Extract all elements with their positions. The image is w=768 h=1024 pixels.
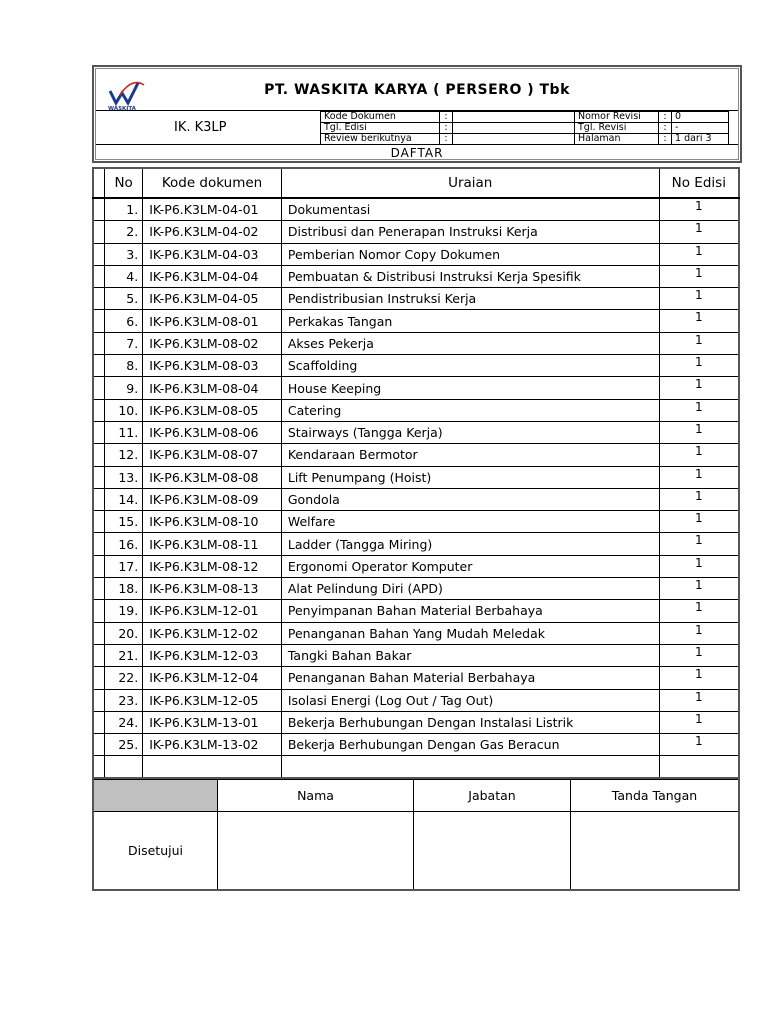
row-number: 18. — [105, 578, 143, 600]
row-document-code: IK-P6.K3LM-12-01 — [143, 600, 282, 622]
spacer-cell — [93, 533, 105, 555]
meta-label: Tgl. Edisi — [321, 123, 440, 134]
meta-row — [321, 123, 729, 134]
table-row — [93, 488, 739, 510]
row-edition: 1 — [659, 288, 739, 310]
spacer-cell — [93, 578, 105, 600]
approval-signature-cell[interactable] — [571, 812, 740, 891]
row-number: 20. — [105, 622, 143, 644]
row-description: Dokumentasi — [281, 198, 659, 221]
empty-cell — [659, 756, 739, 779]
spacer-cell — [93, 332, 105, 354]
row-number: 13. — [105, 466, 143, 488]
spacer-cell — [93, 355, 105, 377]
empty-cell — [143, 756, 282, 779]
meta-sep: : — [440, 123, 453, 134]
row-document-code: IK-P6.K3LM-08-04 — [143, 377, 282, 399]
row-number: 25. — [105, 734, 143, 756]
meta-sep: : — [440, 134, 453, 145]
table-row — [93, 622, 739, 644]
row-edition: 1 — [659, 555, 739, 577]
meta-row — [321, 112, 729, 123]
table-row — [93, 444, 739, 466]
row-number: 21. — [105, 644, 143, 666]
row-edition: 1 — [659, 533, 739, 555]
meta-value: 1 dari 3 — [672, 134, 729, 145]
row-number: 24. — [105, 711, 143, 733]
row-description: Bekerja Berhubungan Dengan Instalasi Listrik — [281, 711, 659, 733]
meta-label: Tgl. Revisi — [575, 123, 659, 134]
row-document-code: IK-P6.K3LM-08-06 — [143, 421, 282, 443]
document-title: DAFTAR — [390, 146, 444, 160]
row-edition: 1 — [659, 578, 739, 600]
row-edition: 1 — [659, 399, 739, 421]
row-document-code: IK-P6.K3LM-08-13 — [143, 578, 282, 600]
row-description: Distribusi dan Penerapan Instruksi Kerja — [281, 221, 659, 243]
row-edition: 1 — [659, 377, 739, 399]
row-description: Scaffolding — [281, 355, 659, 377]
row-document-code: IK-P6.K3LM-04-03 — [143, 243, 282, 265]
row-description: Kendaraan Bermotor — [281, 444, 659, 466]
table-row — [93, 578, 739, 600]
row-edition: 1 — [659, 711, 739, 733]
table-row — [93, 421, 739, 443]
spacer-cell — [93, 734, 105, 756]
meta-label: Nomor Revisi — [575, 112, 659, 123]
empty-cell — [93, 756, 105, 779]
row-description: Bekerja Berhubungan Dengan Gas Beracun — [281, 734, 659, 756]
table-row — [93, 221, 739, 243]
spacer-cell — [93, 421, 105, 443]
row-edition: 1 — [659, 265, 739, 287]
table-row — [93, 198, 739, 221]
empty-cell — [105, 756, 143, 779]
row-description: Pendistribusian Instruksi Kerja — [281, 288, 659, 310]
table-row — [93, 332, 739, 354]
row-document-code: IK-P6.K3LM-08-11 — [143, 533, 282, 555]
approval-nama-cell[interactable] — [218, 812, 414, 891]
header-nama: Nama — [218, 780, 414, 812]
table-row — [93, 734, 739, 756]
document-header — [92, 65, 742, 163]
approval-corner-cell — [93, 780, 218, 812]
row-edition: 1 — [659, 332, 739, 354]
approval-table — [92, 779, 740, 891]
spacer-cell — [93, 399, 105, 421]
spacer-cell — [93, 243, 105, 265]
spacer-cell — [93, 265, 105, 287]
header-uraian: Uraian — [281, 168, 659, 198]
company-name: PT. WASKITA KARYA ( PERSERO ) Tbk — [264, 82, 570, 98]
row-number: 5. — [105, 288, 143, 310]
meta-table — [320, 111, 729, 145]
row-edition: 1 — [659, 644, 739, 666]
row-edition: 1 — [659, 355, 739, 377]
row-document-code: IK-P6.K3LM-13-02 — [143, 734, 282, 756]
spacer-cell — [93, 600, 105, 622]
row-number: 14. — [105, 488, 143, 510]
spacer-cell — [93, 667, 105, 689]
header-kode: Kode dokumen — [143, 168, 282, 198]
row-document-code: IK-P6.K3LM-12-05 — [143, 689, 282, 711]
meta-label: Kode Dokumen — [321, 112, 440, 123]
row-document-code: IK-P6.K3LM-04-02 — [143, 221, 282, 243]
row-description: Akses Pekerja — [281, 332, 659, 354]
meta-sep: : — [440, 112, 453, 123]
table-row — [93, 265, 739, 287]
document — [92, 65, 740, 891]
approval-header-row — [93, 780, 739, 812]
table-row — [93, 555, 739, 577]
meta-value — [453, 134, 575, 145]
row-document-code: IK-P6.K3LM-12-02 — [143, 622, 282, 644]
row-description: Welfare — [281, 511, 659, 533]
row-number: 22. — [105, 667, 143, 689]
approval-row — [93, 812, 739, 891]
meta-value: - — [672, 123, 729, 134]
row-edition: 1 — [659, 198, 739, 221]
row-description: Perkakas Tangan — [281, 310, 659, 332]
table-row — [93, 600, 739, 622]
meta-sep: : — [659, 112, 672, 123]
row-description: Pemberian Nomor Copy Dokumen — [281, 243, 659, 265]
table-row — [93, 399, 739, 421]
row-document-code: IK-P6.K3LM-08-03 — [143, 355, 282, 377]
document-list-table — [92, 167, 740, 779]
header-edisi: No Edisi — [659, 168, 739, 198]
row-number: 23. — [105, 689, 143, 711]
table-header-row — [93, 168, 739, 198]
row-description: Ergonomi Operator Komputer — [281, 555, 659, 577]
meta-value: 0 — [672, 112, 729, 123]
doc-code: IK. K3LP — [174, 120, 227, 135]
row-document-code: IK-P6.K3LM-13-01 — [143, 711, 282, 733]
table-row — [93, 711, 739, 733]
row-number: 1. — [105, 198, 143, 221]
meta-value — [453, 123, 575, 134]
row-edition: 1 — [659, 600, 739, 622]
row-edition: 1 — [659, 444, 739, 466]
table-row — [93, 243, 739, 265]
meta-label: Review berikutnya — [321, 134, 440, 145]
row-edition: 1 — [659, 243, 739, 265]
table-row-empty — [93, 756, 739, 779]
spacer-cell — [93, 444, 105, 466]
row-number: 10. — [105, 399, 143, 421]
row-document-code: IK-P6.K3LM-08-12 — [143, 555, 282, 577]
spacer-cell — [93, 221, 105, 243]
table-row — [93, 644, 739, 666]
spacer-cell — [93, 622, 105, 644]
spacer-cell — [93, 310, 105, 332]
row-description: Pembuatan & Distribusi Instruksi Kerja Spesifik — [281, 265, 659, 287]
table-row — [93, 355, 739, 377]
spacer-cell — [93, 555, 105, 577]
row-document-code: IK-P6.K3LM-08-01 — [143, 310, 282, 332]
row-description: Penanganan Bahan Yang Mudah Meledak — [281, 622, 659, 644]
spacer-cell — [93, 711, 105, 733]
row-description: Alat Pelindung Diri (APD) — [281, 578, 659, 600]
table-row — [93, 288, 739, 310]
row-document-code: IK-P6.K3LM-04-05 — [143, 288, 282, 310]
row-number: 9. — [105, 377, 143, 399]
row-number: 8. — [105, 355, 143, 377]
row-edition: 1 — [659, 466, 739, 488]
row-number: 6. — [105, 310, 143, 332]
row-number: 17. — [105, 555, 143, 577]
meta-value — [453, 112, 575, 123]
spacer-cell — [93, 168, 105, 198]
row-number: 15. — [105, 511, 143, 533]
row-edition: 1 — [659, 421, 739, 443]
row-document-code: IK-P6.K3LM-08-10 — [143, 511, 282, 533]
row-document-code: IK-P6.K3LM-12-03 — [143, 644, 282, 666]
header-divider — [96, 144, 738, 145]
row-edition: 1 — [659, 488, 739, 510]
table-row — [93, 689, 739, 711]
row-document-code: IK-P6.K3LM-08-02 — [143, 332, 282, 354]
row-edition: 1 — [659, 511, 739, 533]
row-document-code: IK-P6.K3LM-08-08 — [143, 466, 282, 488]
approval-jabatan-cell[interactable] — [414, 812, 571, 891]
row-edition: 1 — [659, 221, 739, 243]
row-document-code: IK-P6.K3LM-12-04 — [143, 667, 282, 689]
meta-sep: : — [659, 123, 672, 134]
table-row — [93, 377, 739, 399]
row-number: 4. — [105, 265, 143, 287]
spacer-cell — [93, 689, 105, 711]
spacer-cell — [93, 644, 105, 666]
header-no: No — [105, 168, 143, 198]
row-edition: 1 — [659, 734, 739, 756]
table-row — [93, 466, 739, 488]
row-description: Lift Penumpang (Hoist) — [281, 466, 659, 488]
empty-cell — [281, 756, 659, 779]
header-jabatan: Jabatan — [414, 780, 571, 812]
approval-label: Disetujui — [93, 812, 218, 891]
row-number: 2. — [105, 221, 143, 243]
row-document-code: IK-P6.K3LM-04-04 — [143, 265, 282, 287]
row-description: Catering — [281, 399, 659, 421]
meta-row — [321, 134, 729, 145]
table-row — [93, 667, 739, 689]
row-description: Stairways (Tangga Kerja) — [281, 421, 659, 443]
row-number: 12. — [105, 444, 143, 466]
row-number: 7. — [105, 332, 143, 354]
row-document-code: IK-P6.K3LM-08-05 — [143, 399, 282, 421]
spacer-cell — [93, 488, 105, 510]
spacer-cell — [93, 511, 105, 533]
row-description: Isolasi Energi (Log Out / Tag Out) — [281, 689, 659, 711]
spacer-cell — [93, 466, 105, 488]
spacer-cell — [93, 377, 105, 399]
row-number: 16. — [105, 533, 143, 555]
row-document-code: IK-P6.K3LM-08-09 — [143, 488, 282, 510]
row-edition: 1 — [659, 310, 739, 332]
spacer-cell — [93, 198, 105, 221]
row-description: Penyimpanan Bahan Material Berbahaya — [281, 600, 659, 622]
table-row — [93, 533, 739, 555]
table-body — [93, 198, 739, 778]
row-edition: 1 — [659, 689, 739, 711]
header-tanda-tangan: Tanda Tangan — [571, 780, 740, 812]
header-inner-frame — [95, 68, 739, 160]
row-description: Tangki Bahan Bakar — [281, 644, 659, 666]
meta-sep: : — [659, 134, 672, 145]
meta-label: Halaman — [575, 134, 659, 145]
row-number: 11. — [105, 421, 143, 443]
row-number: 3. — [105, 243, 143, 265]
row-description: Ladder (Tangga Miring) — [281, 533, 659, 555]
row-description: Gondola — [281, 488, 659, 510]
spacer-cell — [93, 288, 105, 310]
row-description: House Keeping — [281, 377, 659, 399]
table-row — [93, 511, 739, 533]
table-row — [93, 310, 739, 332]
logo-text: WASKITA — [108, 106, 136, 111]
row-document-code: IK-P6.K3LM-04-01 — [143, 198, 282, 221]
row-description: Penanganan Bahan Material Berbahaya — [281, 667, 659, 689]
row-edition: 1 — [659, 667, 739, 689]
row-document-code: IK-P6.K3LM-08-07 — [143, 444, 282, 466]
row-number: 19. — [105, 600, 143, 622]
row-edition: 1 — [659, 622, 739, 644]
